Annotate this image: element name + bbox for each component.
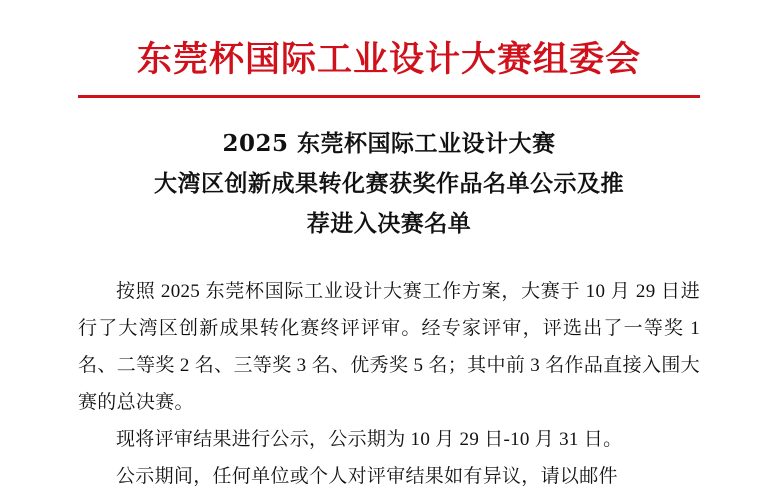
masthead-divider — [78, 95, 700, 98]
body-paragraph: 按照 2025 东莞杯国际工业设计大赛工作方案，大赛于 10 月 29 日进行了大湾区创新成果转化赛终评评审。经专家评审，评选出了一等奖 1 名、二等奖 2 名、三等奖 3 名、优秀奖 5 名；其中前 3 名作品直接入围大赛的总决赛。 — [78, 280, 700, 413]
page-title-line-1: 2025 东莞杯国际工业设计大赛 — [222, 129, 556, 157]
document-body — [78, 273, 700, 495]
masthead — [78, 0, 700, 98]
page-title — [78, 124, 700, 245]
page-title-line-2: 大湾区创新成果转化赛获奖作品名单公示及推 — [154, 170, 624, 197]
body-paragraph: 现将评审结果进行公示，公示期为 10 月 29 日-10 月 31 日。 — [116, 428, 623, 450]
organization-title: 东莞杯国际工业设计大赛组委会 — [136, 39, 641, 80]
page-title-line-3: 荐进入决赛名单 — [306, 210, 472, 238]
body-paragraph: 公示期间，任何单位或个人对评审结果如有异议，请以邮件 — [116, 465, 618, 487]
